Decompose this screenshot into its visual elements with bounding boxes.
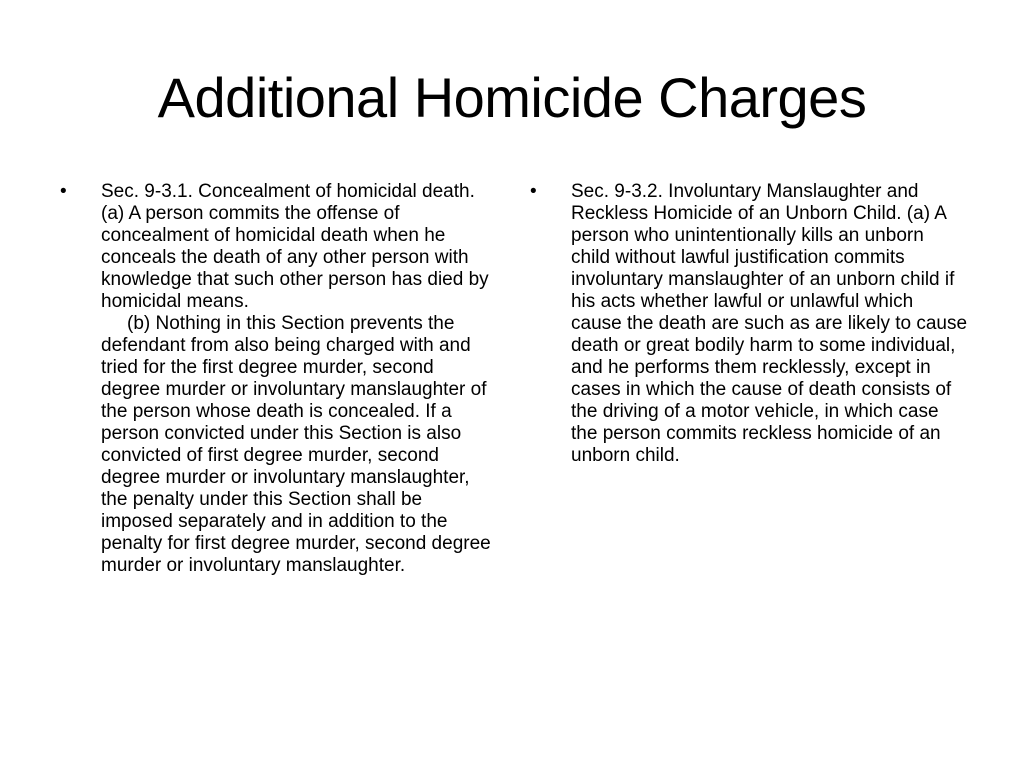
- right-bullet-item: [528, 181, 968, 467]
- bullet-icon: •: [60, 181, 67, 202]
- left-bullet-text: [101, 181, 498, 577]
- left-column: [58, 181, 498, 577]
- section-9-3-2-paragraph: Sec. 9-3.2. Involuntary Manslaughter and Reckless Homicide of an Unborn Child. (a) A person who unintentionally kills an unborn child without lawful justification commits involuntary manslaughter of an unborn child if his acts whether lawful or unlawful which cause the death are such as are likely to cause death or great bodily harm to some individual, and he performs them recklessly, except in cases in which the cause of death consists of the driving of a motor vehicle, in which case the person commits reckless homicide of an unborn child.: [571, 181, 968, 466]
- bullet-icon: •: [530, 181, 537, 202]
- slide-title: Additional Homicide Charges: [157, 66, 867, 129]
- right-bullet-text: [571, 181, 968, 467]
- left-bullet-item: [58, 181, 498, 577]
- section-9-3-1-paragraph-b: (b) Nothing in this Section prevents the defendant from also being charged with and tried for the first degree murder, second degree murder or involuntary manslaughter of the person whose death is concealed. If a person convicted under this Section is also convicted of first degree murder, second degree murder or involuntary manslaughter, the penalty under this Section shall be imposed separately and in addition to the penalty for first degree murder, second degree murder or involuntary manslaughter.: [101, 313, 491, 576]
- section-9-3-1-paragraph-a: Sec. 9-3.1. Concealment of homicidal death. (a) A person commits the offense of concealment of homicidal death when he conceals the death of any other person with knowledge that such other person has died by homicidal means.: [101, 181, 489, 312]
- right-column: [528, 181, 968, 467]
